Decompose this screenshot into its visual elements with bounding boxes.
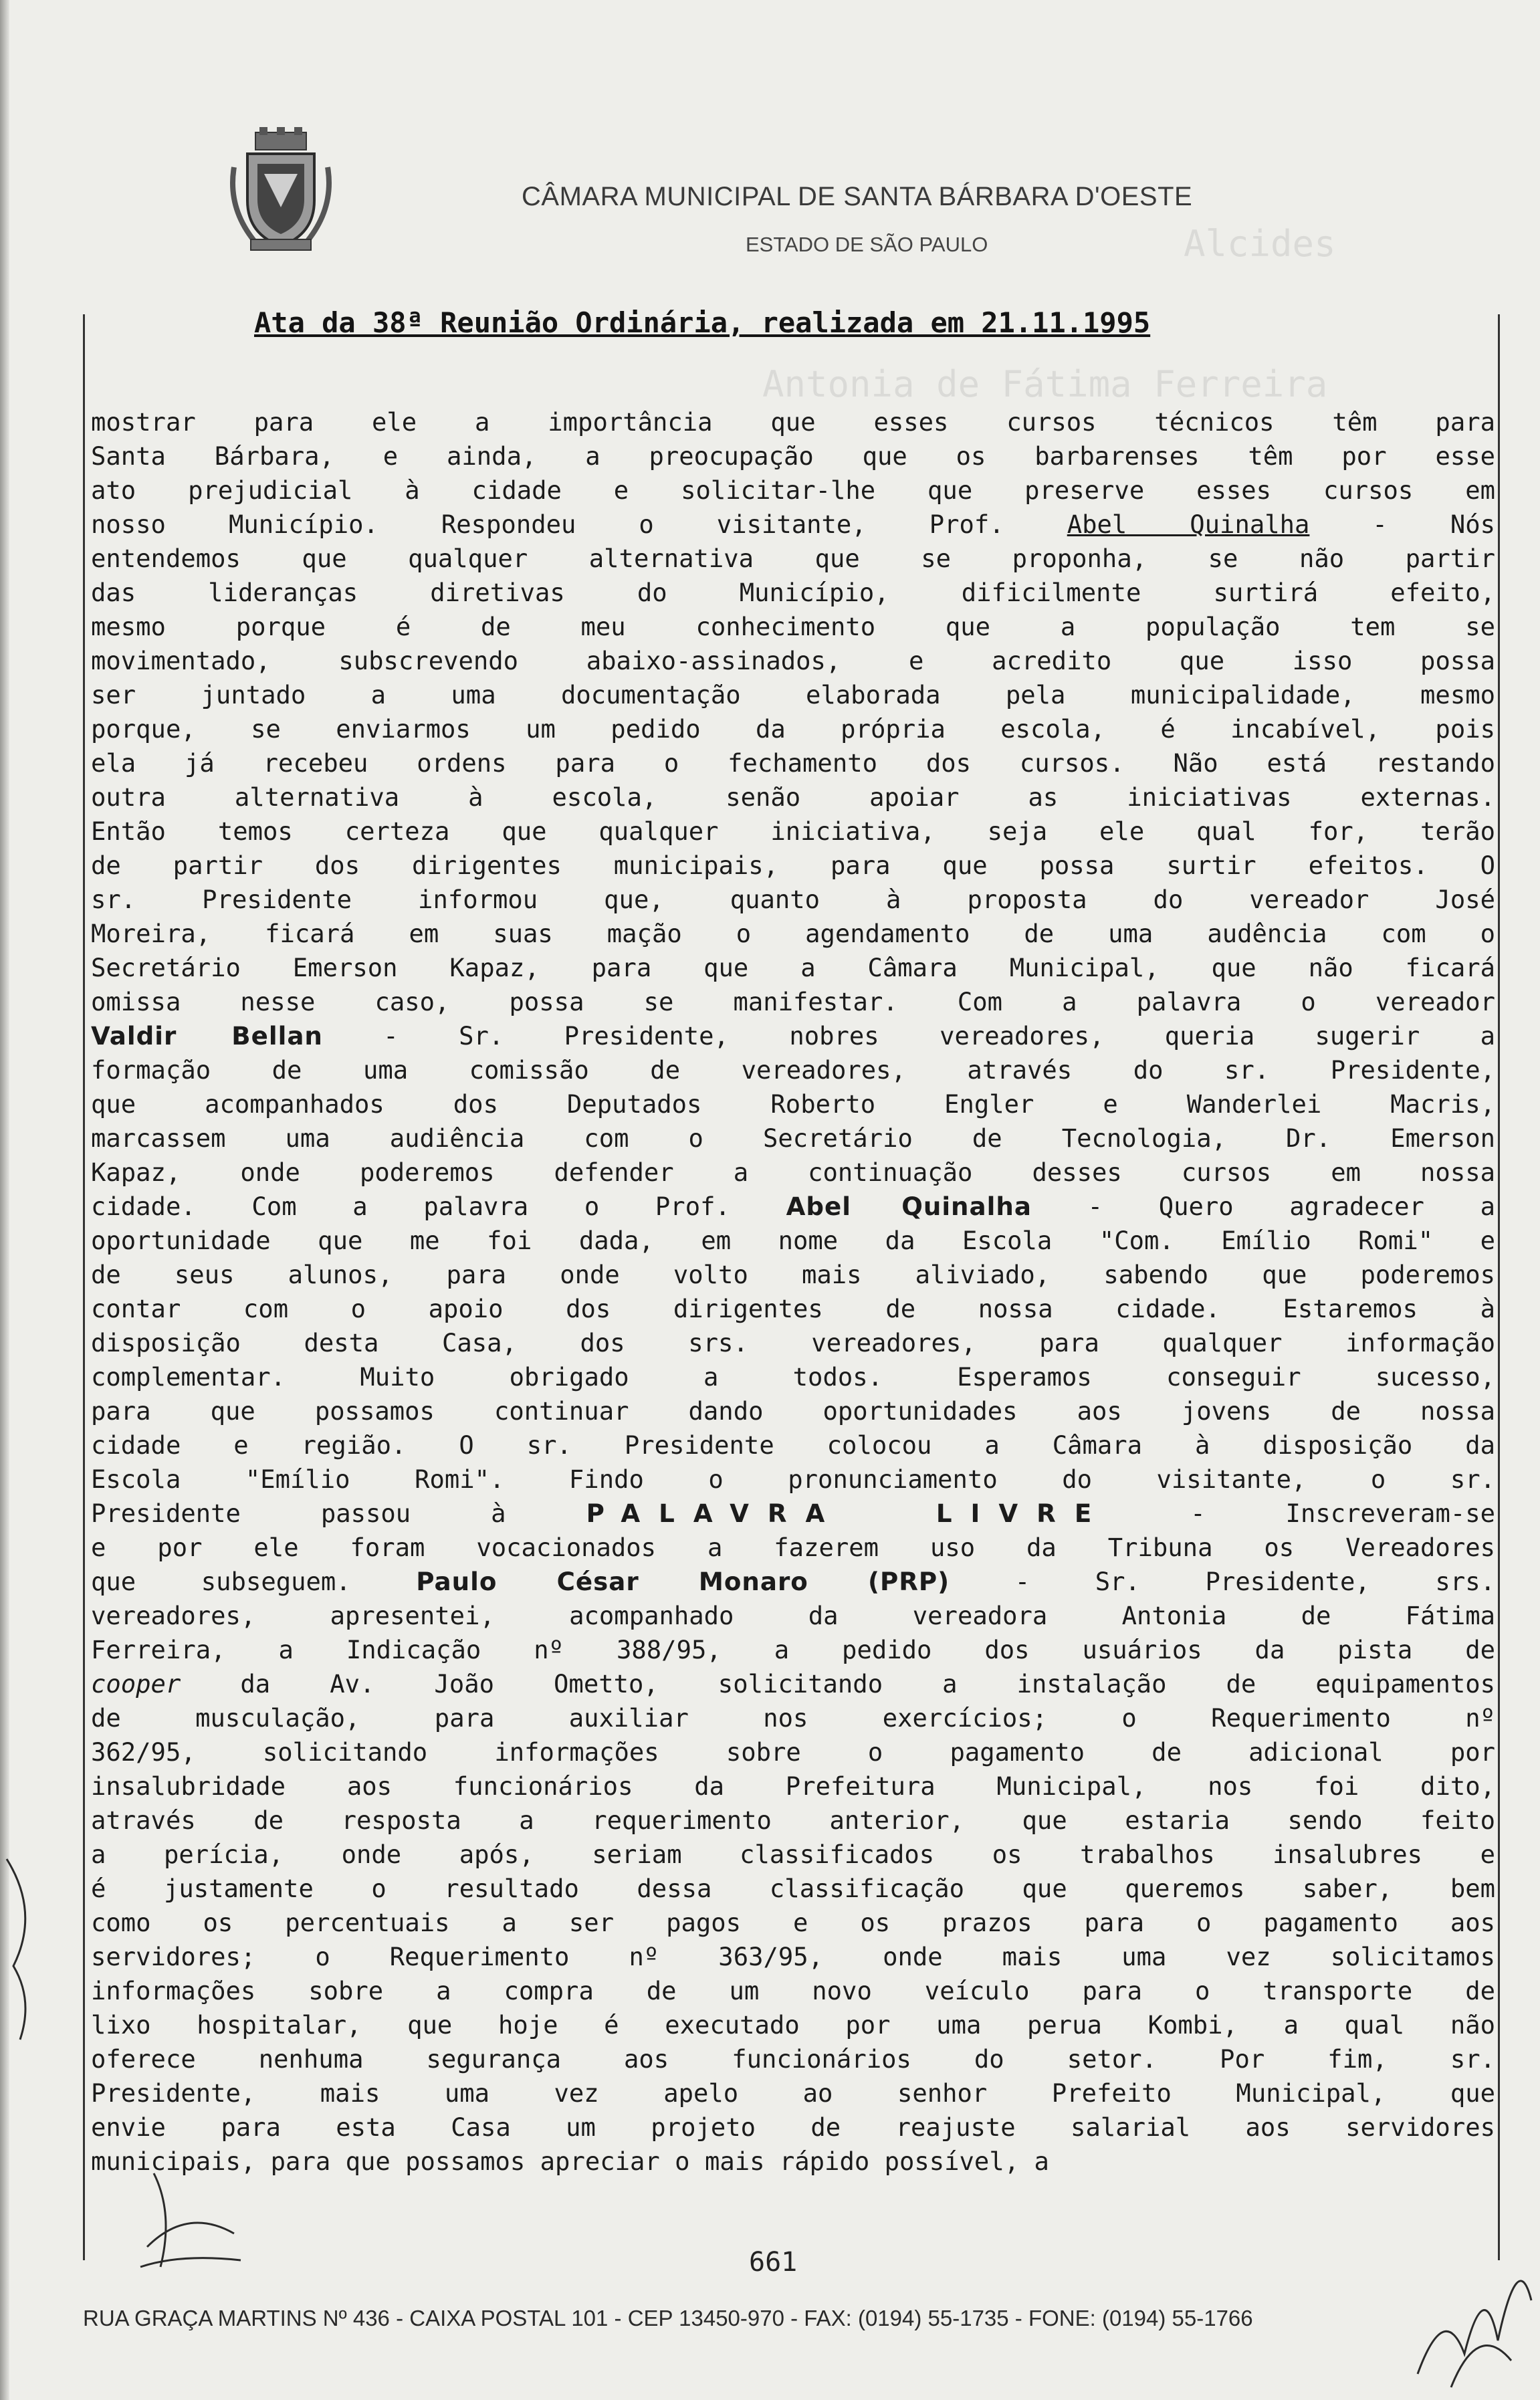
speaker-name: Paulo César Monaro (PRP) — [416, 1567, 950, 1596]
text-line — [91, 1497, 1495, 1531]
text-line: para que possamos continuar dando oportunidades aos jovens de nossa — [91, 1396, 1495, 1426]
text-line: entendemos que qualquer alternativa que se proponha, se não partir — [91, 544, 1495, 573]
text-line: como os percentuais a ser pagos e os prazos para o pagamento aos — [91, 1908, 1495, 1937]
text-line: omissa nesse caso, possa se manifestar. Com a palavra o vereador — [91, 987, 1495, 1016]
text-segment: - Sr. Presidente, nobres vereadores, queria sugerir a — [322, 1021, 1495, 1051]
signature-mark-icon — [127, 2167, 261, 2274]
text-line: mesmo porque é de meu conhecimento que a população tem se — [91, 612, 1495, 641]
text-line: contar com o apoio dos dirigentes de nossa cidade. Estaremos à — [91, 1294, 1495, 1323]
text-line: através de resposta a requerimento anterior, que estaria sendo feito — [91, 1806, 1495, 1835]
speaker-name: Abel Quinalha — [786, 1192, 1032, 1221]
text-line: municipais, para que possamos apreciar o mais rápido possível, a — [91, 2147, 1049, 2176]
text-line: Presidente, mais uma vez apelo ao senhor Prefeito Municipal, que — [91, 2078, 1495, 2108]
margin-initial-icon — [0, 1846, 47, 2046]
text-line: e por ele foram vocacionados a fazerem uso da Tribuna os Vereadores — [91, 1533, 1495, 1562]
state-name: ESTADO DE SÃO PAULO — [746, 233, 988, 256]
text-line: porque, se enviarmos um pedido da própria escola, é incabível, pois — [91, 714, 1495, 744]
minutes-title: Ata da 38ª Reunião Ordinária, realizada em 21.11.1995 — [254, 306, 1151, 339]
text-line: informações sobre a compra de um novo veículo para o transporte de — [91, 1976, 1495, 2005]
text-line: Secretário Emerson Kapaz, para que a Câmara Municipal, que não ficará — [91, 953, 1495, 982]
text-line: servidores; o Requerimento nº 363/95, onde mais uma vez solicitamos — [91, 1942, 1495, 1971]
text-line: de partir dos dirigentes municipais, para que possa surtir efeitos. O — [91, 851, 1495, 880]
text-segment: - Nós — [1309, 510, 1496, 539]
text-line: outra alternativa à escola, senão apoiar as iniciativas externas. — [91, 782, 1495, 812]
text-line: que acompanhados dos Deputados Roberto Engler e Wanderlei Macris, — [91, 1089, 1495, 1119]
minutes-body — [91, 405, 1495, 2184]
text-line: das lideranças diretivas do Município, dificilmente surtirá efeito, — [91, 578, 1495, 607]
text-segment: cidade. Com a palavra o Prof. — [91, 1192, 730, 1221]
text-line — [91, 1667, 1495, 1701]
speaker-name: Abel Quinalha — [1067, 510, 1310, 539]
text-segment: Presidente passou à — [91, 1499, 506, 1528]
page-number: 661 — [749, 2247, 798, 2278]
text-line — [91, 1190, 1495, 1224]
text-segment: da Av. João Ometto, solicitando a instalação de equipamentos — [181, 1669, 1495, 1699]
text-line: oferece nenhuma segurança aos funcionários do setor. Por fim, sr. — [91, 2044, 1495, 2074]
left-border-line — [83, 314, 85, 2260]
text-line: de seus alunos, para onde volto mais aliviado, sabendo que poderemos — [91, 1260, 1495, 1289]
bleed-through-line: Alcides — [1184, 223, 1336, 265]
text-line: insalubridade aos funcionários da Prefeitura Municipal, nos foi dito, — [91, 1771, 1495, 1801]
text-line — [91, 1019, 1495, 1053]
text-line: complementar. Muito obrigado a todos. Esperamos conseguir sucesso, — [91, 1362, 1495, 1392]
text-line: Escola "Emílio Romi". Findo o pronunciamento do visitante, o sr. — [91, 1464, 1495, 1494]
text-segment: - Quero agradecer a — [1031, 1192, 1496, 1221]
text-line: Então temos certeza que qualquer iniciativa, seja ele qual for, terão — [91, 816, 1495, 846]
org-name: CÂMARA MUNICIPAL DE SANTA BÁRBARA D'OESTE — [522, 182, 1193, 211]
text-line: movimentado, subscrevendo abaixo-assinados, e acredito que isso possa — [91, 646, 1495, 675]
text-line: 362/95, solicitando informações sobre o pagamento de adicional por — [91, 1737, 1495, 1767]
text-line: marcassem uma audiência com o Secretário de Tecnologia, Dr. Emerson — [91, 1123, 1495, 1153]
text-segment: - Sr. Presidente, srs. — [950, 1567, 1495, 1596]
text-line: de musculação, para auxiliar nos exercícios; o Requerimento nº — [91, 1703, 1495, 1733]
speaker-name: Valdir Bellan — [91, 1021, 323, 1051]
text-line: a perícia, onde após, seriam classificados os trabalhos insalubres e — [91, 1840, 1495, 1869]
text-line: envie para esta Casa um projeto de reajuste salarial aos servidores — [91, 2112, 1495, 2142]
text-line: formação de uma comissão de vereadores, através do sr. Presidente, — [91, 1055, 1495, 1085]
text-line: mostrar para ele a importância que esses cursos técnicos têm para — [91, 407, 1495, 437]
text-line: disposição desta Casa, dos srs. vereadores, para qualquer informação — [91, 1328, 1495, 1357]
section-heading: PALAVRA LIVRE — [586, 1499, 1111, 1528]
footer-address: RUA GRAÇA MARTINS Nº 436 - CAIXA POSTAL 101 - CEP 13450-970 - FAX: (0194) 55-1735 - FONE: (0194) 55-1766 — [83, 2306, 1253, 2330]
text-segment: nosso Município. Respondeu o visitante, Prof. — [91, 510, 1004, 539]
text-line: sr. Presidente informou que, quanto à proposta do vereador José — [91, 885, 1495, 914]
text-line: Kapaz, onde poderemos defender a continuação desses cursos em nossa — [91, 1158, 1495, 1187]
italic-term: cooper — [91, 1669, 181, 1699]
text-line: ela já recebeu ordens para o fechamento dos cursos. Não está restando — [91, 748, 1495, 778]
text-segment: - Inscreveram-se — [1110, 1499, 1496, 1528]
text-line: oportunidade que me foi dada, em nome da Escola "Com. Emílio Romi" e — [91, 1226, 1495, 1255]
text-line: Ferreira, a Indicação nº 388/95, a pedido dos usuários da pista de — [91, 1635, 1495, 1664]
text-line: ato prejudicial à cidade e solicitar-lhe que preserve esses cursos em — [91, 475, 1495, 505]
text-line — [91, 1565, 1495, 1599]
text-line: lixo hospitalar, que hoje é executado por uma perua Kombi, a qual não — [91, 2010, 1495, 2040]
text-line: Moreira, ficará em suas mação o agendamento de uma audência com o — [91, 919, 1495, 948]
text-line: ser juntado a uma documentação elaborada pela municipalidade, mesmo — [91, 680, 1495, 710]
text-line: vereadores, apresentei, acompanhado da vereadora Antonia de Fátima — [91, 1601, 1495, 1630]
text-line — [91, 508, 1495, 542]
bleed-through-line: Antonia de Fátima Ferreira — [762, 363, 1328, 405]
text-line: é justamente o resultado dessa classificação que queremos saber, bem — [91, 1874, 1495, 1903]
coat-of-arms-icon — [227, 127, 334, 254]
text-line: cidade e região. O sr. Presidente colocou a Câmara à disposição da — [91, 1430, 1495, 1460]
text-line: Santa Bárbara, e ainda, a preocupação que os barbarenses têm por esse — [91, 441, 1495, 471]
right-border-line — [1498, 314, 1500, 2260]
text-segment: que subseguem. — [91, 1567, 351, 1596]
